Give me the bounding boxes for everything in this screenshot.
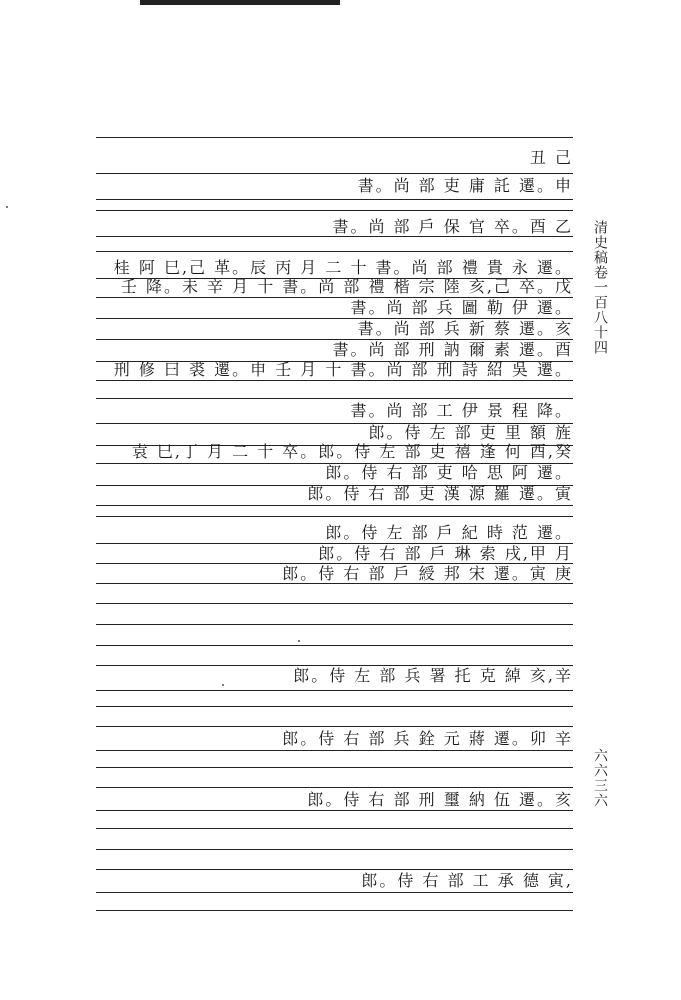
table-rule (96, 624, 573, 625)
table-row-text: 丑 己 (529, 148, 573, 167)
table-rule (96, 645, 573, 646)
page-number: 六六三六 (592, 748, 608, 808)
table-rule (96, 726, 573, 727)
table-rule (96, 173, 573, 174)
table-rule (96, 137, 573, 138)
table-row-text: 郎。侍 左 部 吏 里 額 旌 (368, 423, 573, 442)
table-row-text: 郎。侍 右 部 吏 哈 思 阿 遷。 (325, 463, 573, 482)
table-rule (96, 787, 573, 788)
table-rule (96, 849, 573, 850)
table-rule (96, 910, 573, 911)
table-rule (96, 750, 573, 751)
table-row-text: 書。尚 部 工 伊 景 程 降。 (350, 401, 573, 420)
table-row-text: 書。尚 部 戶 保 官 卒。酉 乙 (332, 217, 573, 236)
table-row-text: 郎。侍 右 部 戶 琳 索 戌,甲 月 (318, 544, 573, 563)
table-row-text: 書。尚 部 刑 訥 爾 素 遷。酉 (332, 340, 573, 359)
table-rule (96, 706, 573, 707)
table-row-text: 桂 阿 巳,己 革。辰 丙 月 二 十 書。尚 部 禮 貴 永 遷。 (113, 258, 573, 277)
table-rule (96, 251, 573, 252)
table-rule (96, 690, 573, 691)
table-row-text: 郎。侍 右 部 兵 銓 元 蔣 遷。卯 辛 (282, 729, 573, 748)
table-rule (96, 767, 573, 768)
scan-speck (6, 206, 8, 208)
table-rule (96, 210, 573, 211)
table-row-text: 郎。侍 右 部 工 承 德 寅, (361, 871, 573, 890)
table-rule (96, 398, 573, 399)
table-row-text: 刑 修 曰 裘 遷。申 壬 月 十 書。尚 部 刑 詩 紹 吳 遷。 (113, 360, 573, 379)
table-row-text: 郎。侍 右 部 刑 璽 納 伍 遷。亥 (307, 790, 573, 809)
book-side-title: 清史稿卷一百八十四 (592, 219, 608, 355)
table-row-text: 郎。侍 左 部 兵 署 托 克 綽 亥,辛 (293, 666, 573, 685)
table-row-text: 書。尚 部 兵 圖 勒 伊 遷。 (350, 298, 573, 317)
scan-speck (222, 684, 224, 686)
table-row-text: 壬 降。未 辛 月 十 書。尚 部 禮 楷 宗 陸 亥,己 卒。戊 (120, 277, 573, 296)
table-rule (96, 603, 573, 604)
table-row-text: 郎。侍 右 部 戶 綬 邦 宋 遷。寅 庚 (282, 564, 573, 583)
table-row-text: 書。尚 部 吏 庸 託 遷。申 (357, 176, 573, 195)
table-rule (96, 516, 573, 517)
table-rule (96, 505, 573, 506)
table-rule (96, 199, 573, 200)
table-row-text: 郎。侍 右 部 吏 漢 源 羅 遷。寅 (307, 484, 573, 503)
table-rule (96, 828, 573, 829)
table-row-text: 郎。侍 左 部 戶 紀 時 范 遷。 (325, 523, 573, 542)
scan-edge-mark (140, 0, 340, 5)
table-row-text: 書。尚 部 兵 新 蔡 遷。亥 (357, 319, 573, 338)
table-row-text: 袁 巳,丁 月 二 十 卒。郎。侍 左 部 吏 禧 逢 何 酉,癸 (131, 442, 573, 461)
scan-speck (298, 640, 300, 642)
table-rule (96, 892, 573, 893)
